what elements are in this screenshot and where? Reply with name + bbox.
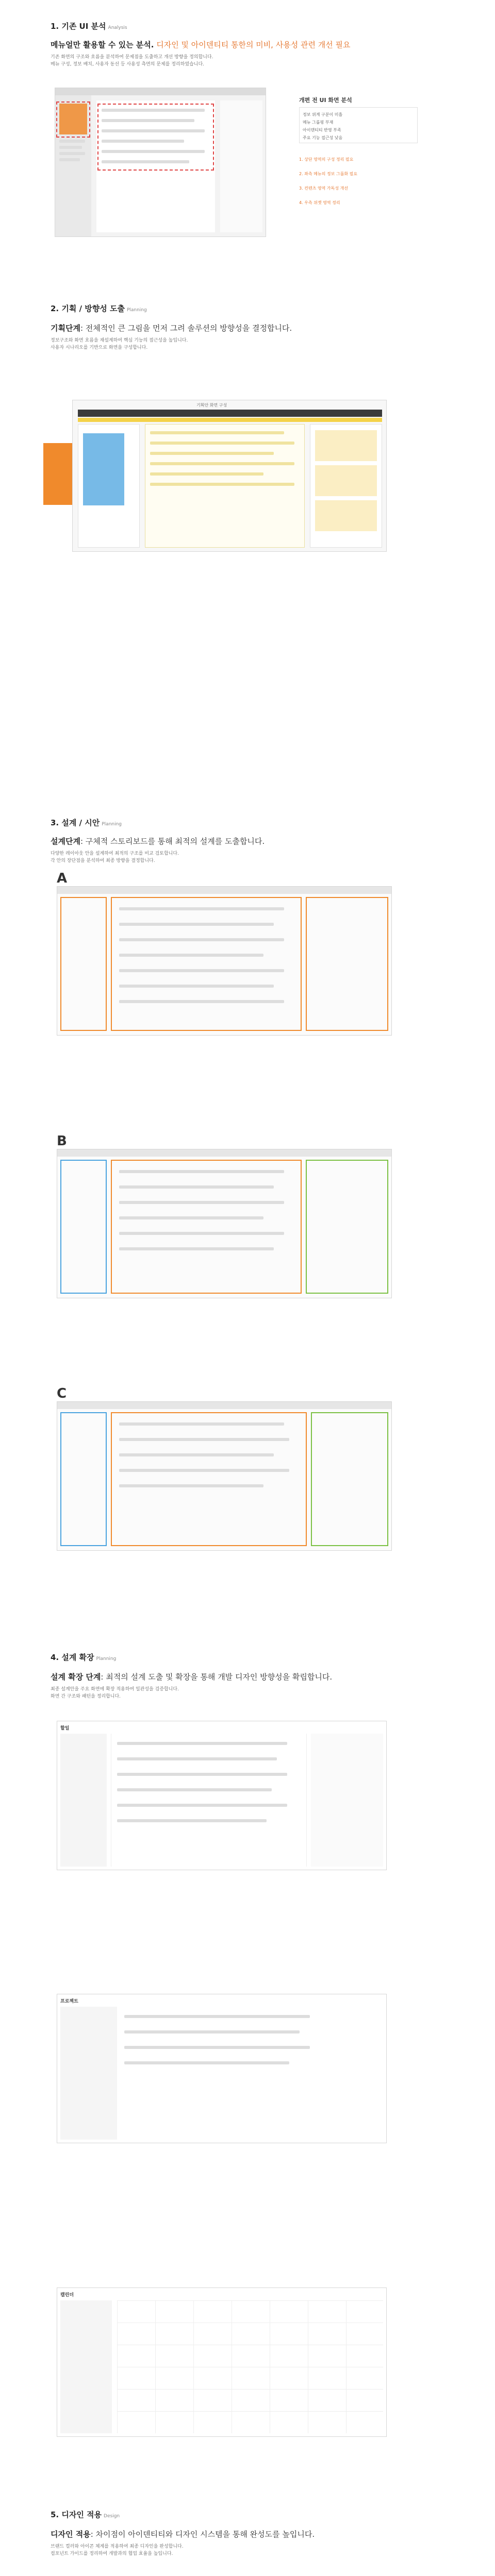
analysis-note: 4. 우측 위젯 영역 정리 <box>299 200 340 205</box>
section-lead: 메뉴얼만 활용할 수 있는 분석. 디자인 및 아이덴티티 통한의 미비, 사용성 관련 개선 필요 <box>51 40 351 49</box>
planning-board <box>72 400 387 552</box>
section-analysis <box>0 0 495 289</box>
section-title: 3. 설계 / 시안 Planning <box>51 818 122 827</box>
plan-c-label: C <box>57 1386 67 1401</box>
extension-screen-2 <box>57 1994 387 2143</box>
screen-label: 프로젝트 <box>60 1999 78 2004</box>
extension-screen-1 <box>57 1721 387 1870</box>
section-title: 5. 디자인 적용 Design <box>51 2510 120 2519</box>
plan-b-wireframe <box>57 1149 392 1298</box>
analysis-note: 1. 상단 영역의 구성 정리 필요 <box>299 157 354 162</box>
section-planning <box>0 289 495 804</box>
screen-label: 캘린더 <box>60 2293 74 2298</box>
section-desc: 다양한 레이아웃 안을 설계하여 최적의 구조를 비교 검토합니다. 각 안의 장단점을 분석하여 최종 방향을 결정합니다. <box>51 851 179 863</box>
panel-item: 정보 위계 구분이 미흡 <box>303 112 343 117</box>
analysis-panel <box>299 96 438 235</box>
old-ui-screenshot <box>55 88 266 237</box>
section-title: 4. 설계 확장 Planning <box>51 1653 117 1662</box>
analysis-note: 2. 좌측 메뉴의 정보 그룹화 필요 <box>299 172 358 176</box>
section-lead: 디자인 적용: 차이점이 아이덴티티와 디자인 시스템을 통해 완성도를 높입니다. <box>51 2530 315 2539</box>
section-lead: 기획단계: 전체적인 큰 그림을 먼저 그려 솔루션의 방향성을 결정합니다. <box>51 324 292 333</box>
section-design-plan <box>0 804 495 1638</box>
section-title: 1. 기존 UI 분석 Analysis <box>51 22 127 31</box>
panel-item: 아이덴티티 반영 부족 <box>303 128 341 132</box>
section-design <box>0 2499 495 2576</box>
section-title: 2. 기획 / 방향성 도출 Planning <box>51 304 147 313</box>
section-desc: 브랜드 컬러와 아이콘 체계를 적용하여 최종 디자인을 완성합니다. 컴포넌트 가이드를 정리하여 개발과의 협업 효율을 높입니다. <box>51 2544 184 2556</box>
panel-title: 개편 전 UI 화면 분석 <box>299 97 352 104</box>
extension-screen-3 <box>57 2287 387 2437</box>
section-desc: 최종 설계안을 주요 화면에 확장 적용하여 일관성을 검증합니다. 화면 간 구조와 패턴을 정리합니다. <box>51 1687 179 1699</box>
plan-b-label: B <box>57 1133 67 1149</box>
section-extension <box>0 1638 495 2499</box>
plan-c-wireframe <box>57 1401 392 1551</box>
analysis-note: 3. 컨텐츠 영역 가독성 개선 <box>299 186 349 191</box>
panel-item: 주요 기능 접근성 낮음 <box>303 135 343 140</box>
section-lead: 설계 확장 단계: 최적의 설계 도출 및 확장을 통해 개발 디자인 방향성을 확립합니다. <box>51 1672 333 1682</box>
board-caption: 기획안 화면 구성 <box>196 403 227 408</box>
plan-a-label: A <box>57 871 68 886</box>
section-desc: 정보구조와 화면 흐름을 재설계하여 핵심 기능의 접근성을 높입니다. 사용자 시나리오를 기반으로 화면을 구성합니다. <box>51 338 188 350</box>
section-desc: 기존 화면의 구조와 흐름을 분석하여 문제점을 도출하고 개선 방향을 정의합니다. 메뉴 구성, 정보 배치, 사용자 동선 등 사용성 측면의 문제를 정리하였습니다. <box>51 55 213 67</box>
panel-item: 메뉴 그룹핑 부재 <box>303 120 334 125</box>
section-lead: 설계단계: 구체적 스토리보드를 통해 최적의 설계를 도출합니다. <box>51 837 265 846</box>
screen-label: 할일 <box>60 1726 70 1731</box>
plan-a-wireframe <box>57 886 392 1036</box>
